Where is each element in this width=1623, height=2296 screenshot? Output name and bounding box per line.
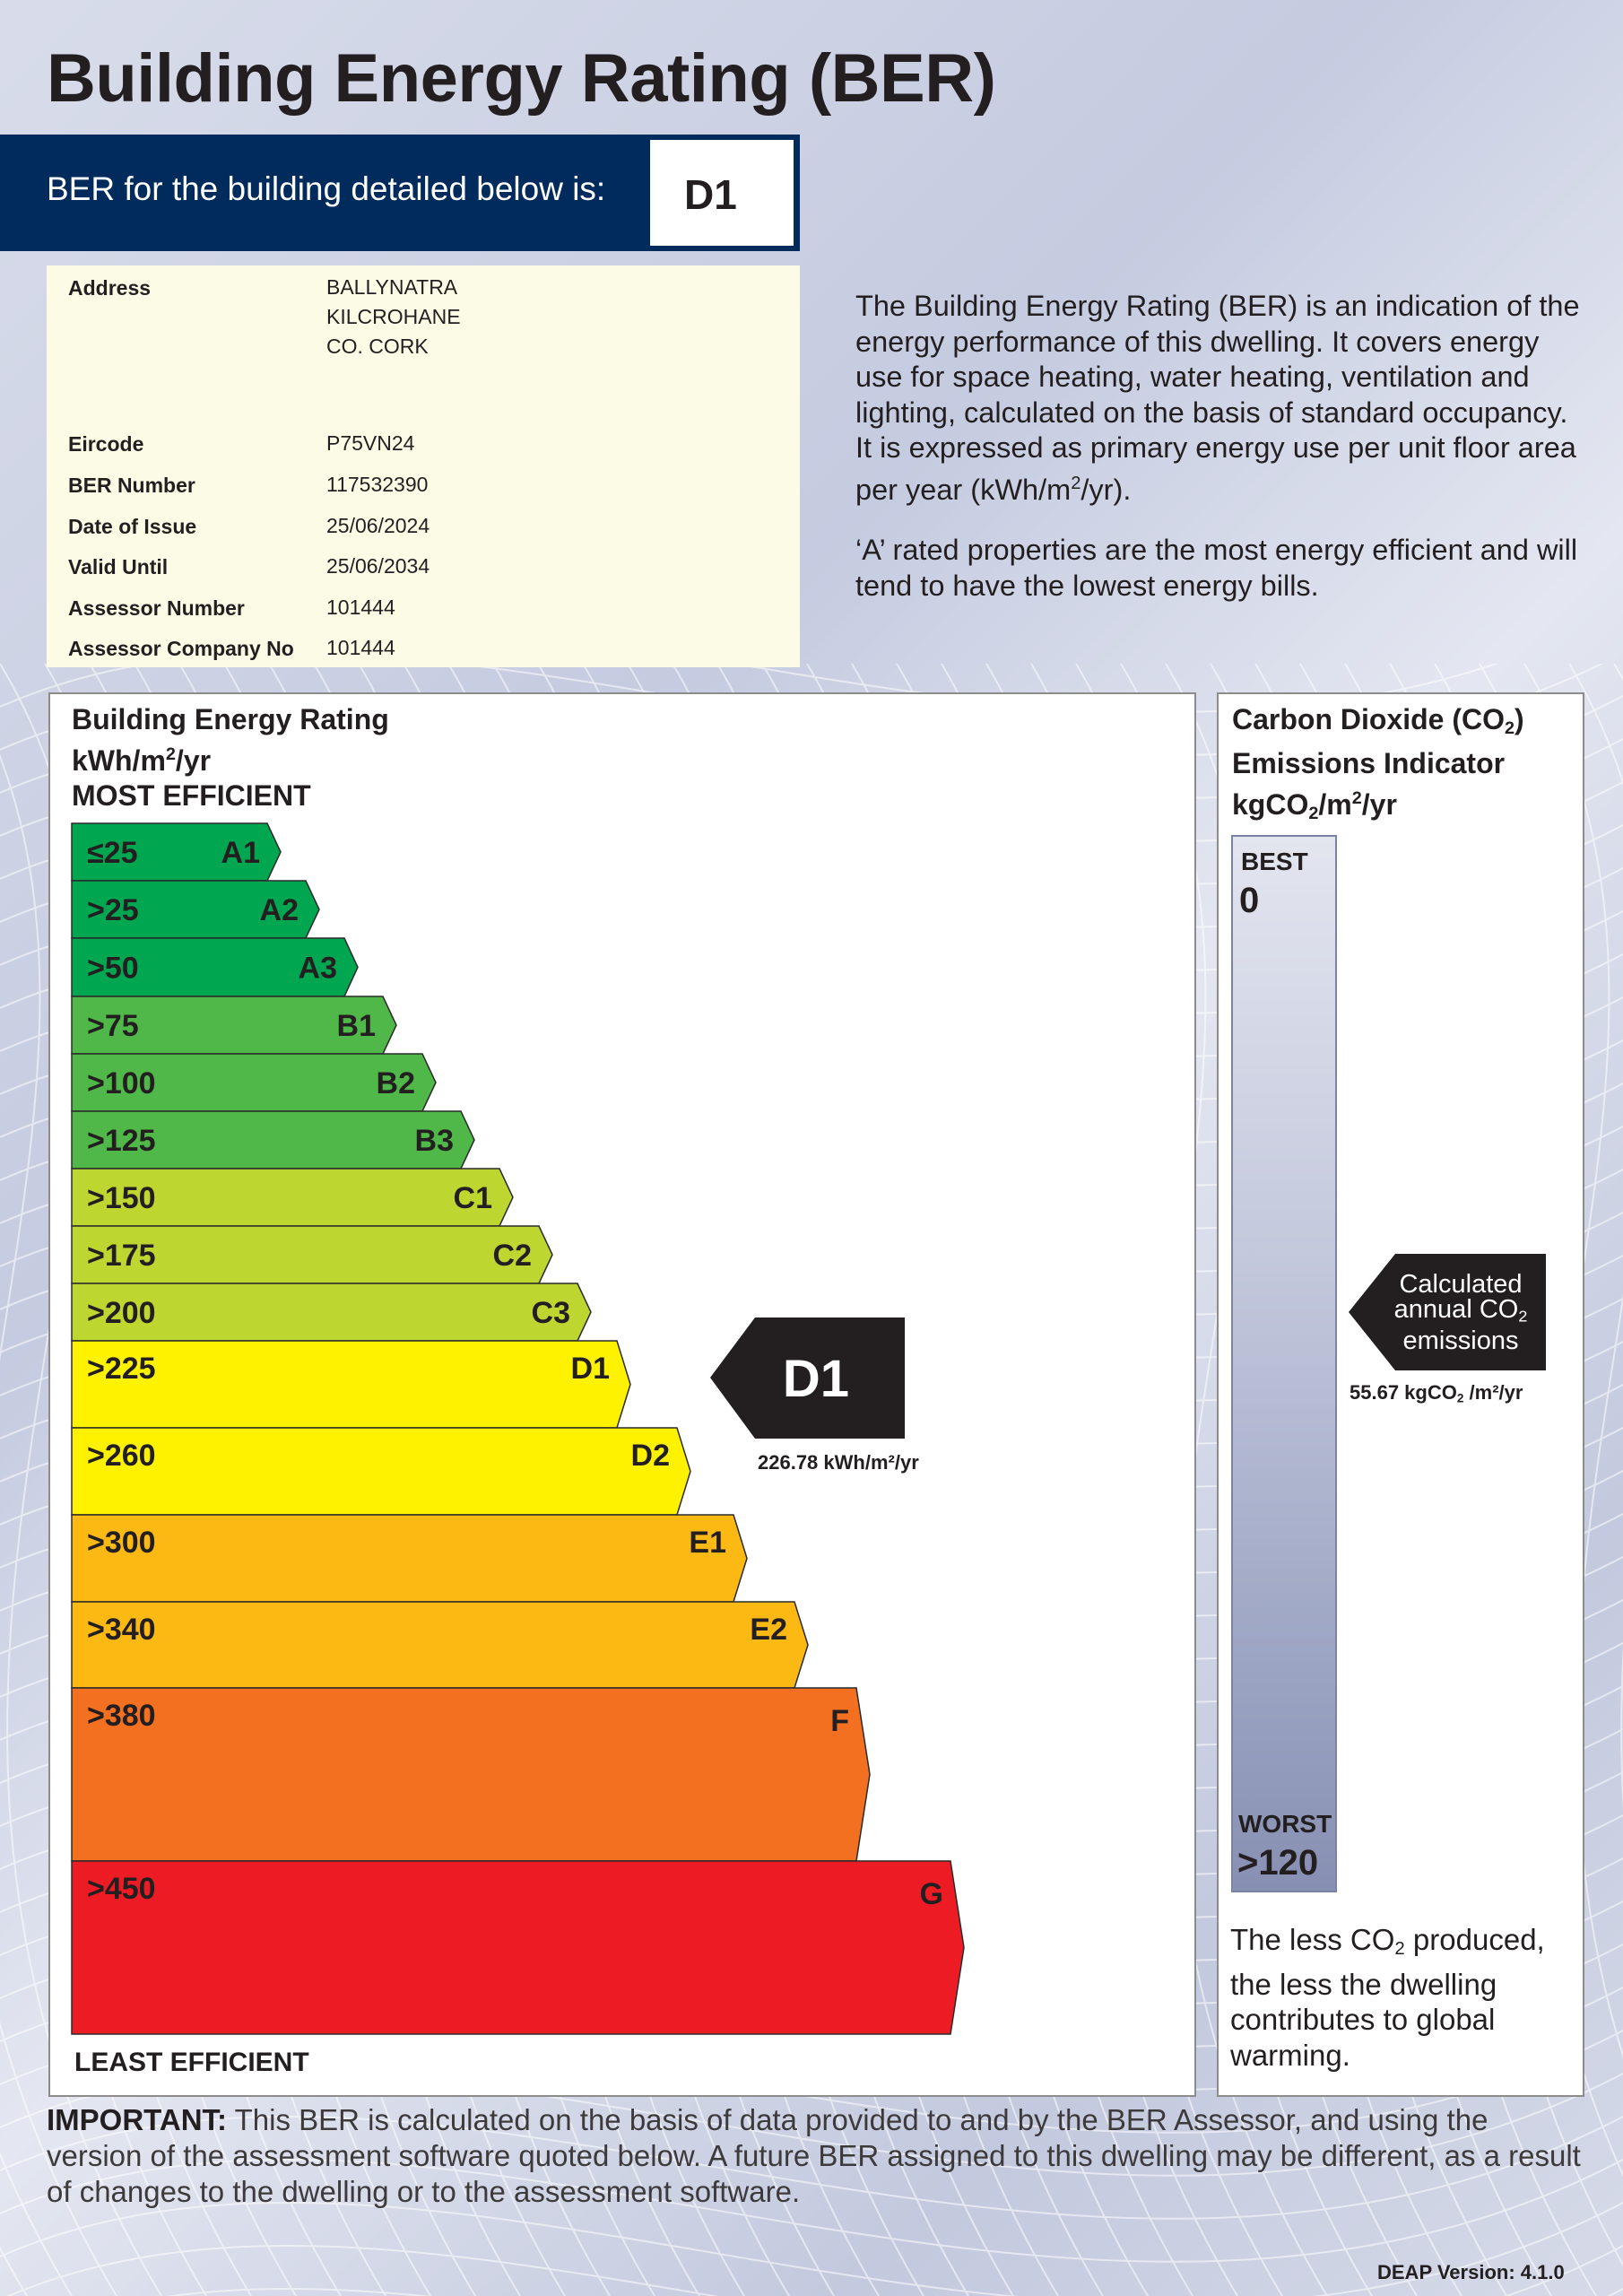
co2-title-text: Carbon Dioxide (CO (1232, 703, 1506, 735)
ber-band-grade: A1 (221, 836, 260, 870)
assessor-company-label: Assessor Company No (68, 637, 294, 660)
note-text: produced, the less the dwelling contributes to global warming. (1230, 1923, 1545, 2072)
valid-until-value: 25/06/2034 (326, 554, 430, 578)
eircode-value: P75VN24 (326, 431, 415, 455)
co2-value-text: /m²/yr (1463, 1381, 1523, 1404)
subscript: 2 (1308, 803, 1319, 823)
assessor-number-value: 101444 (326, 596, 395, 619)
software-version: DEAP Version: 4.1.0 (1377, 2261, 1565, 2283)
ber-band-grade: C1 (453, 1181, 492, 1215)
assessor-company-value: 101444 (326, 636, 395, 659)
ber-band-grade: D2 (630, 1439, 670, 1473)
co2-value (1350, 1381, 1523, 1405)
least-efficient-label: LEAST EFFICIENT (74, 2048, 309, 2077)
unit-text: /m (1318, 787, 1352, 821)
ber-band-grade: B3 (414, 1124, 454, 1158)
superscript: 2 (1071, 473, 1081, 493)
address-line: BALLYNATRA (326, 275, 458, 299)
pointer-text (1381, 1297, 1541, 1328)
page-title: Building Energy Rating (BER) (47, 40, 996, 117)
ber-band-grade: C3 (531, 1296, 570, 1330)
address-label: Address (68, 276, 152, 300)
scale-title: Building Energy Rating (72, 703, 389, 735)
ber-band-grade: E1 (689, 1526, 726, 1560)
ber-number-value: 117532390 (326, 473, 429, 496)
assessor-number-label: Assessor Number (68, 596, 245, 620)
unit-text: kWh/m (72, 744, 166, 777)
co2-worst-label: WORST (1238, 1810, 1332, 1838)
pointer-text-part: annual CO (1393, 1295, 1519, 1324)
ber-number-label: BER Number (68, 474, 195, 497)
subscript: 2 (1456, 1391, 1464, 1405)
ber-band-range: ≤25 (87, 836, 138, 870)
ber-band-d2 (72, 1428, 690, 1515)
co2-scale-bar (1231, 835, 1337, 1892)
address-line: CO. CORK (326, 335, 429, 358)
co2-heading (1232, 702, 1524, 831)
co2-worst-value: >120 (1237, 1843, 1319, 1883)
ber-band-g (72, 1861, 964, 2034)
subscript: 2 (1505, 718, 1515, 738)
ber-band-range: >25 (87, 893, 139, 927)
eircode-label: Eircode (68, 432, 144, 456)
subscript: 2 (1394, 1938, 1405, 1960)
ber-band-grade: B1 (336, 1009, 376, 1043)
ber-band-range: >340 (87, 1613, 156, 1647)
pointer-text: emissions (1402, 1326, 1519, 1356)
ber-band-grade: D1 (570, 1352, 610, 1386)
ber-band-grade: A2 (259, 893, 299, 927)
ber-band-range: >300 (87, 1526, 156, 1560)
co2-title (1232, 702, 1524, 746)
ber-band-grade: B2 (376, 1066, 415, 1100)
superscript: 2 (165, 744, 176, 764)
ber-band-range: >380 (87, 1699, 156, 1733)
ber-band-range: >450 (87, 1872, 156, 1906)
co2-value-text: 55.67 kgCO (1350, 1381, 1457, 1404)
important-label: IMPORTANT: (47, 2103, 228, 2136)
ber-band-grade: E2 (750, 1613, 787, 1647)
pointer-text: Calculated (1399, 1270, 1523, 1299)
ber-band-e1 (72, 1515, 747, 1602)
subscript: 2 (1518, 1307, 1528, 1326)
co2-unit (1232, 781, 1524, 831)
date-of-issue-label: Date of Issue (68, 515, 197, 538)
ber-band-e2 (72, 1602, 808, 1688)
ber-band-range: >100 (87, 1066, 156, 1100)
unit-text: kgCO (1232, 787, 1309, 821)
ber-band-range: >175 (87, 1239, 156, 1273)
description-text: The Building Energy Rating (BER) is an indication of the energy performance of this dwelling. It covers energy use for space heating, water heating, ventilation and lighting, calculated on the basis of standard occupancy. It is expressed as primary energy use per unit floor area per year (kWh/m (855, 290, 1580, 506)
ber-band-range: >50 (87, 951, 139, 986)
ber-band-grade: G (919, 1877, 943, 1911)
co2-best-value: 0 (1239, 881, 1260, 920)
valid-until-label: Valid Until (68, 555, 169, 578)
note-text: The less CO (1230, 1923, 1395, 1956)
address-line: KILCROHANE (326, 305, 461, 328)
banner-text: BER for the building detailed below is: (47, 170, 606, 207)
ber-band-grade: F (830, 1704, 849, 1738)
co2-title-text: ) (1515, 703, 1524, 735)
ber-band-range: >225 (87, 1352, 156, 1386)
ber-band-range: >150 (87, 1181, 156, 1215)
co2-best-label: BEST (1241, 848, 1308, 875)
unit-text: /yr (1361, 787, 1397, 821)
ber-result-value: 226.78 kWh/m²/yr (758, 1451, 919, 1474)
co2-subtitle: Emissions Indicator (1232, 746, 1506, 779)
co2-note (1230, 1922, 1575, 2073)
most-efficient-label: MOST EFFICIENT (72, 778, 311, 812)
rating-value: D1 (684, 171, 737, 218)
date-of-issue-value: 25/06/2024 (326, 514, 430, 537)
ber-band-grade: A3 (298, 951, 337, 986)
description-text: /yr). (1081, 473, 1132, 506)
description-paragraph: ‘A’ rated properties are the most energy efficient and will tend to have the lowest energy bills. (855, 534, 1578, 602)
ber-band-range: >260 (87, 1439, 156, 1473)
important-text: This BER is calculated on the basis of data provided to and by the BER Assessor, and using the version of the assessment software quoted below. A future BER assigned to this dwelling may be different, as a result of changes to the dwelling or to the assessment software. (47, 2103, 1581, 2208)
superscript: 2 (1351, 787, 1362, 808)
ber-band-range: >125 (87, 1124, 156, 1158)
ber-band-range: >200 (87, 1296, 156, 1330)
unit-text: /yr (175, 744, 212, 777)
ber-band-f (72, 1688, 870, 1861)
ber-result-grade: D1 (782, 1350, 850, 1408)
ber-band-grade: C2 (492, 1239, 532, 1273)
co2-pointer-text (1381, 1270, 1541, 1356)
ber-band-range: >75 (87, 1009, 139, 1043)
